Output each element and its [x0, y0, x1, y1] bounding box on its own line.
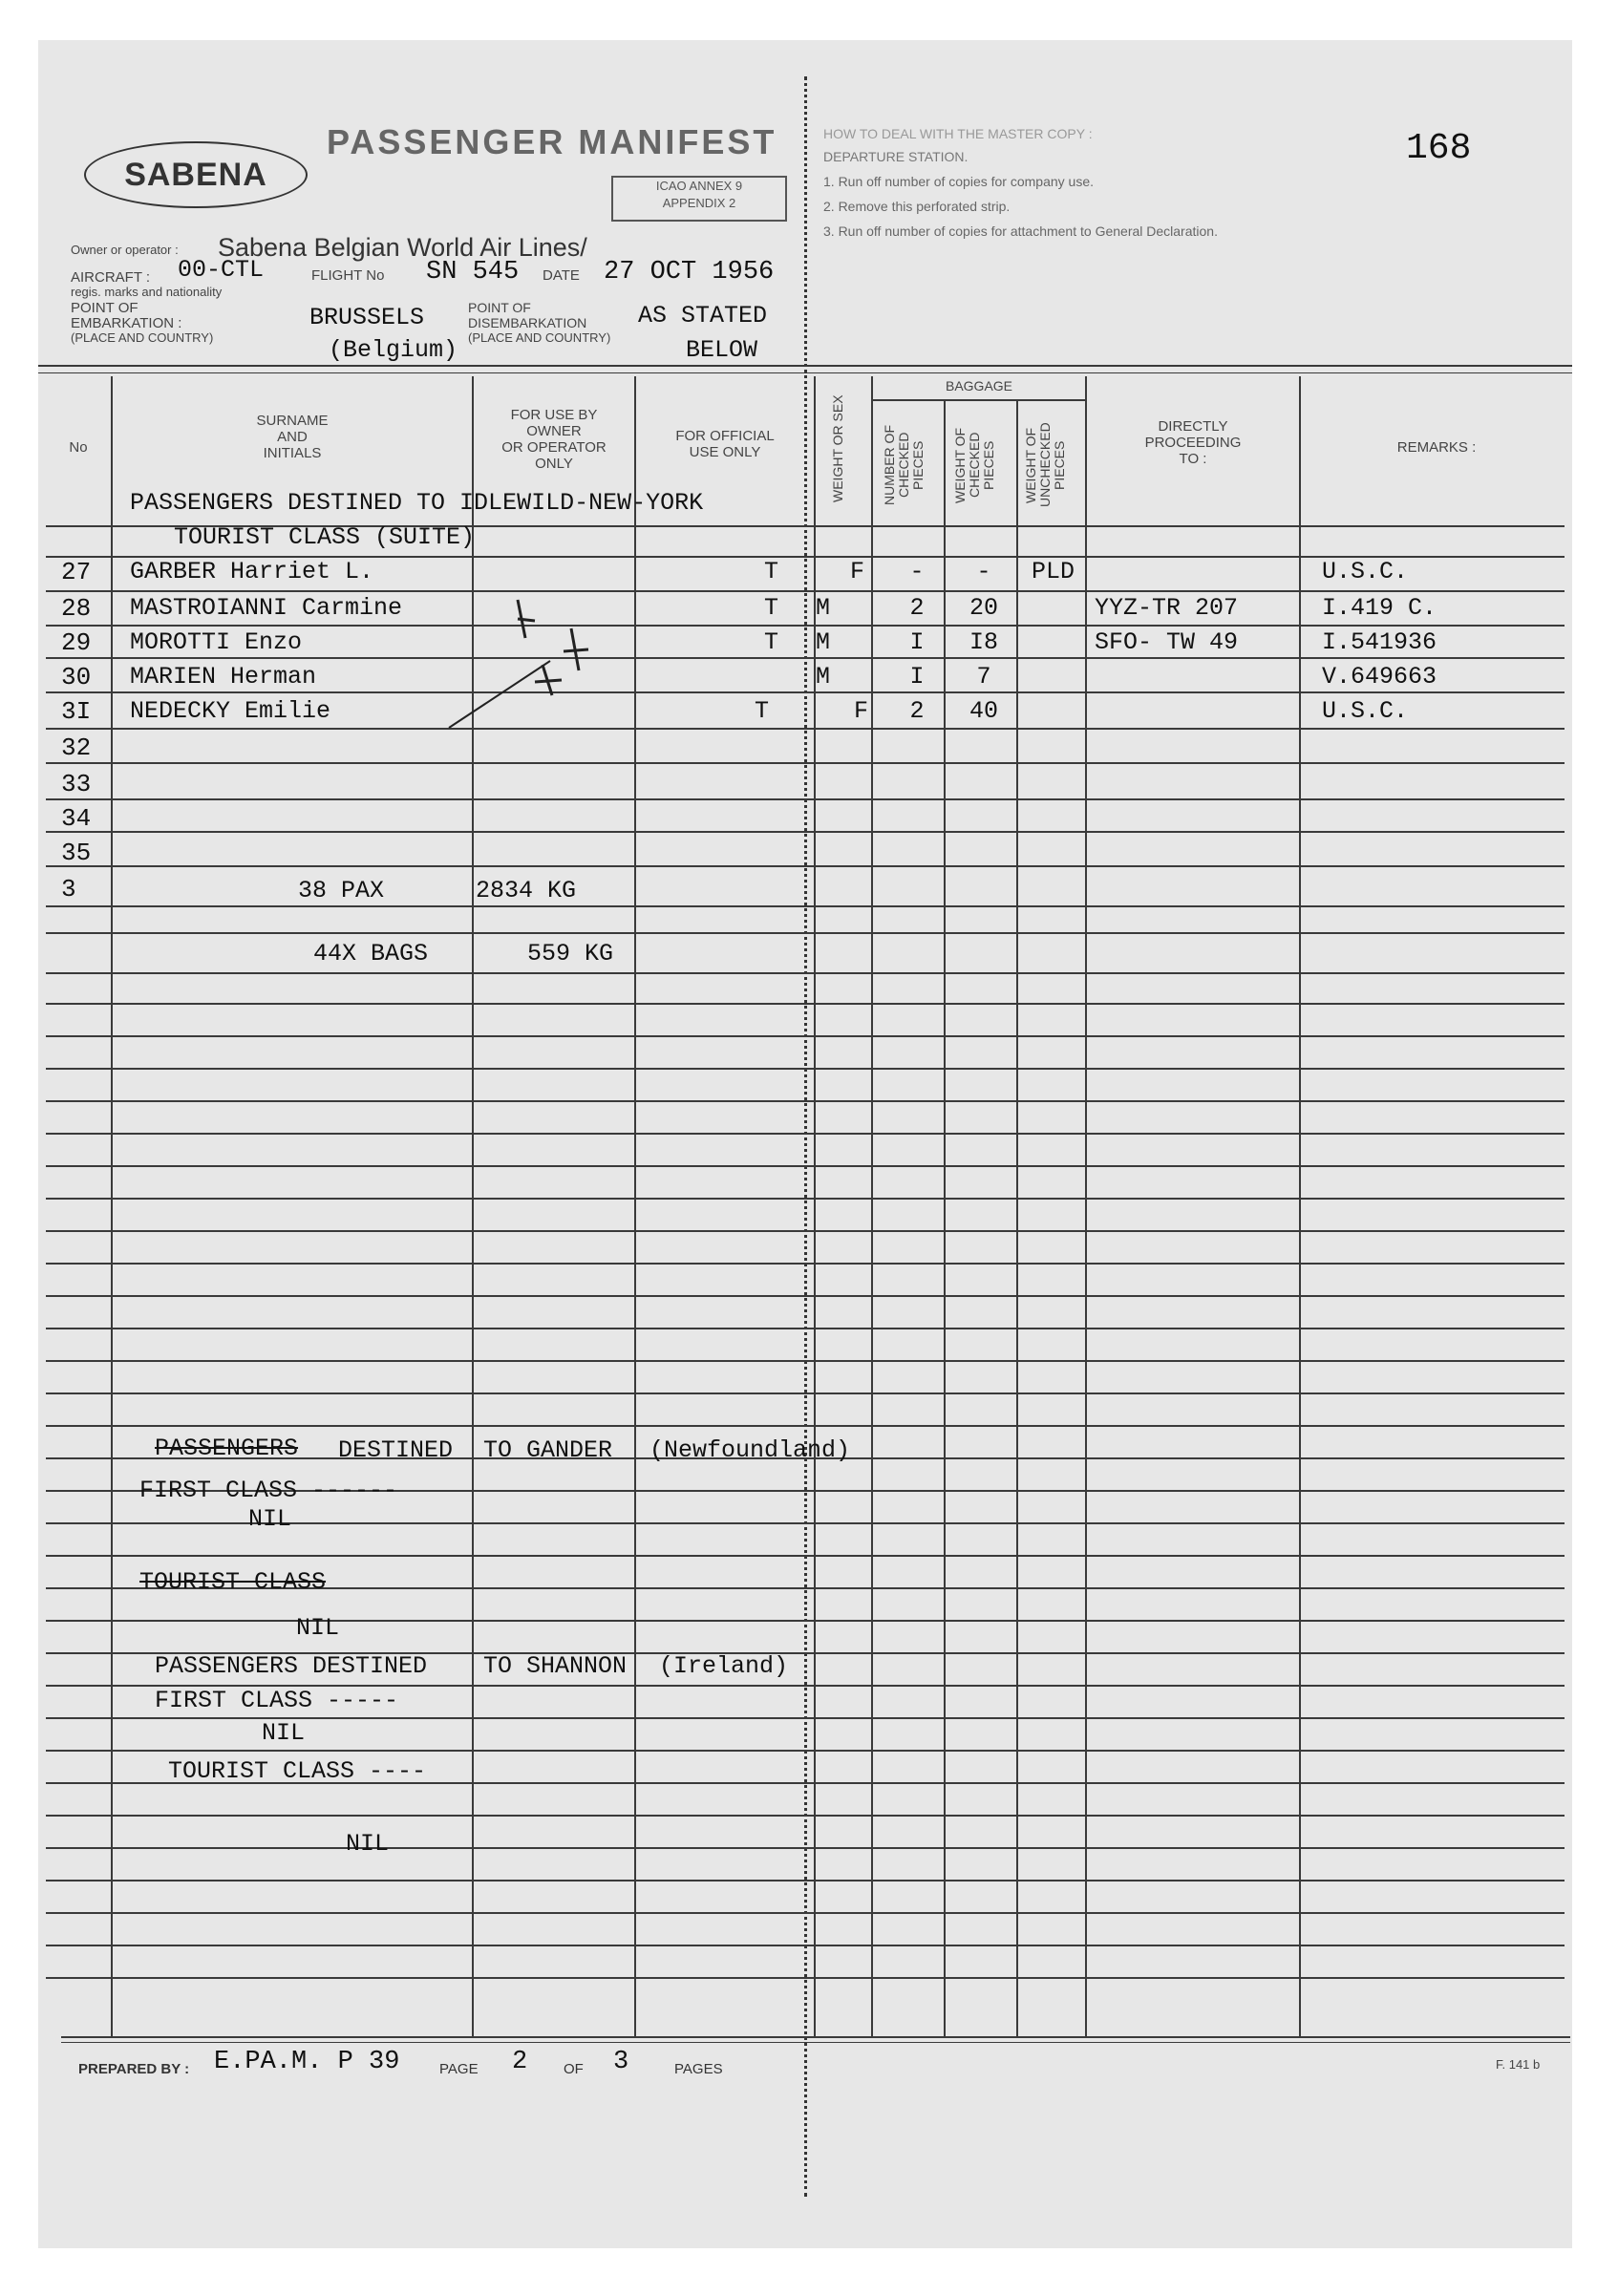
passenger-weight: 7 — [976, 663, 991, 691]
aircraft-label: AIRCRAFT : — [71, 269, 151, 286]
shannon-first-class: FIRST CLASS ----- — [155, 1687, 399, 1714]
row-line — [46, 1263, 1565, 1265]
row-line — [46, 1977, 1565, 1979]
prepared-by-value: E.PA.M. P 39 — [214, 2048, 400, 2076]
header-underline — [38, 365, 1572, 367]
directly-header-1: DIRECTLY — [1158, 418, 1228, 435]
owner-header-2: OWNER — [526, 423, 582, 439]
passenger-pieces: 2 — [909, 697, 925, 725]
sabena-logo: SABENA — [84, 141, 308, 208]
totals-bags-weight: 559 KG — [527, 940, 614, 967]
row-line — [46, 1620, 1565, 1622]
passenger-name: MARIEN Herman — [130, 663, 317, 691]
embark-label-2: EMBARKATION : — [71, 315, 182, 331]
icao-annex-box — [611, 176, 787, 222]
pages-label: PAGES — [674, 2061, 723, 2077]
passenger-cls: T — [764, 628, 779, 656]
shannon-heading-1: PASSENGERS DESTINED — [155, 1652, 428, 1680]
header-underline-2 — [38, 372, 1572, 373]
row-line — [46, 1425, 1565, 1427]
totals-row-number: 3 — [61, 875, 76, 904]
instruction-3: 3. Run off number of copies for attachment to General Declaration. — [823, 223, 1218, 239]
row-line — [46, 1230, 1565, 1232]
passenger-no: 30 — [61, 663, 92, 691]
row-line — [46, 1165, 1565, 1167]
col-header-remarks: REMARKS : — [1396, 439, 1477, 456]
passenger-sex: M — [816, 663, 831, 691]
row-line — [46, 728, 1565, 730]
passenger-remarks: U.S.C. — [1322, 697, 1409, 725]
instruction-1: 1. Run off number of copies for company use. — [823, 174, 1095, 189]
row-line — [46, 905, 1565, 907]
row-line — [46, 798, 1565, 800]
passenger-remarks: U.S.C. — [1322, 558, 1409, 585]
col-header-num-checked: NUMBER OF CHECKED PIECES — [882, 425, 926, 505]
page-value: 2 — [512, 2048, 528, 2076]
surname-header-3: INITIALS — [263, 445, 322, 461]
surname-header-2: AND — [277, 429, 308, 445]
prepared-by-label: PREPARED BY : — [78, 2061, 190, 2077]
embark-country: (Belgium) — [329, 336, 458, 364]
totals-pax: 38 PAX — [298, 877, 385, 904]
shannon-nil-1: NIL — [262, 1719, 306, 1747]
page-label: PAGE — [439, 2061, 479, 2077]
row-line — [46, 972, 1565, 974]
row-line — [46, 1945, 1565, 1946]
row-line — [46, 1392, 1565, 1394]
row-line — [46, 590, 1565, 592]
gander-heading-1: PASSENGERS — [155, 1435, 299, 1462]
passenger-no: 29 — [61, 628, 92, 657]
owner-header-4: ONLY — [535, 456, 573, 472]
passenger-unchecked: PLD — [1032, 558, 1075, 585]
passenger-pieces: 2 — [909, 594, 925, 622]
row-line — [46, 831, 1565, 833]
gander-heading-4: (Newfoundland) — [649, 1436, 851, 1464]
row-line — [46, 1555, 1565, 1557]
row-line — [46, 1328, 1565, 1329]
col-header-directly — [1087, 418, 1299, 467]
row-line — [46, 932, 1565, 934]
idlewild-subheading: TOURIST CLASS (SUITE) — [174, 523, 476, 551]
col-header-no: No — [69, 439, 88, 456]
passenger-weight: 40 — [969, 697, 998, 725]
row-line — [46, 1003, 1565, 1005]
col-header-weight-checked: WEIGHT OF CHECKED PIECES — [952, 427, 996, 503]
icao-line-2: APPENDIX 2 — [662, 196, 736, 210]
regis-label: regis. marks and nationality — [71, 285, 223, 299]
totals-pax-weight: 2834 KG — [476, 877, 577, 904]
totals-bags: 44X BAGS — [313, 940, 429, 967]
row-line — [46, 1295, 1565, 1297]
disembark-label-2: DISEMBARKATION — [468, 315, 587, 330]
passenger-pieces: I — [909, 628, 925, 656]
passenger-sex: M — [816, 628, 831, 656]
passenger-cls: T — [764, 558, 779, 585]
row-line — [46, 1100, 1565, 1102]
passenger-name: MASTROIANNI Carmine — [130, 594, 403, 622]
embark-label-3: (PLACE AND COUNTRY) — [71, 330, 214, 345]
col-header-surname — [113, 413, 472, 461]
baggage-header-line — [871, 399, 1087, 401]
form-code: F. 141 b — [1496, 2057, 1541, 2072]
embark-value: BRUSSELS — [309, 304, 425, 331]
col-header-baggage: BAGGAGE — [945, 378, 1013, 393]
passenger-name: NEDECKY Emilie — [130, 697, 331, 725]
row-line — [46, 1750, 1565, 1752]
date-value: 27 OCT 1956 — [604, 258, 775, 287]
flight-value: SN 545 — [426, 258, 520, 287]
footer-line-2 — [61, 2042, 1570, 2043]
row-line — [46, 865, 1565, 867]
passenger-pieces: - — [909, 558, 925, 585]
gander-heading-3: TO GANDER — [483, 1436, 613, 1464]
passenger-weight: 20 — [969, 594, 998, 622]
col-line-weight — [1016, 401, 1018, 2038]
passenger-remarks: V.649663 — [1322, 663, 1437, 691]
footer-line — [61, 2036, 1570, 2038]
disembark-value-2: BELOW — [686, 336, 758, 364]
empty-row-number: 34 — [61, 804, 92, 833]
instructions-station: DEPARTURE STATION. — [823, 149, 969, 164]
passenger-dest: YYZ-TR 207 — [1095, 594, 1239, 622]
embark-label-1: POINT OF — [71, 300, 138, 316]
gander-first-class: FIRST CLASS ------ — [139, 1477, 398, 1504]
gander-heading-2: DESTINED — [338, 1436, 454, 1464]
passenger-cls: T — [764, 594, 779, 622]
row-line — [46, 1360, 1565, 1362]
row-line — [46, 1880, 1565, 1881]
idlewild-heading: PASSENGERS DESTINED TO IDLEWILD-NEW-YORK — [130, 489, 704, 517]
empty-row-number: 33 — [61, 770, 92, 798]
gander-nil-2: NIL — [296, 1614, 340, 1642]
shannon-heading-2: TO SHANNON — [483, 1652, 628, 1680]
passenger-sex: M — [816, 594, 831, 622]
row-line — [46, 1815, 1565, 1817]
row-line — [46, 625, 1565, 627]
instructions-title: HOW TO DEAL WITH THE MASTER COPY : — [823, 126, 1093, 141]
owner-value: Sabena Belgian World Air Lines/ — [218, 233, 587, 262]
col-header-official — [636, 428, 814, 460]
date-label: DATE — [543, 267, 580, 284]
row-line — [46, 1198, 1565, 1200]
passenger-name: MOROTTI Enzo — [130, 628, 303, 656]
row-line — [46, 691, 1565, 693]
shannon-nil-2: NIL — [346, 1830, 390, 1858]
surname-header-1: SURNAME — [256, 413, 329, 429]
row-line — [46, 657, 1565, 659]
empty-row-number: 32 — [61, 733, 92, 762]
of-label: OF — [564, 2061, 584, 2077]
perforated-strip-line — [804, 76, 807, 2197]
empty-row-number: 35 — [61, 839, 92, 867]
passenger-weight: - — [976, 558, 991, 585]
passenger-name: GARBER Harriet L. — [130, 558, 374, 585]
row-line — [46, 1912, 1565, 1914]
owner-header-3: OR OPERATOR — [501, 439, 607, 456]
disembark-label-3: (PLACE AND COUNTRY) — [468, 330, 611, 345]
official-header-2: USE ONLY — [689, 444, 761, 460]
passenger-dest: SFO- TW 49 — [1095, 628, 1239, 656]
passenger-cls: T — [755, 697, 770, 725]
passenger-no: 3I — [61, 697, 92, 726]
passenger-no: 27 — [61, 558, 92, 586]
row-line — [46, 762, 1565, 764]
icao-line-1: ICAO ANNEX 9 — [655, 179, 743, 193]
shannon-heading-3: (Ireland) — [659, 1652, 789, 1680]
passenger-sex: F — [854, 697, 869, 725]
of-value: 3 — [613, 2048, 629, 2076]
passenger-no: 28 — [61, 594, 92, 623]
row-line — [46, 1133, 1565, 1135]
directly-header-2: PROCEEDING — [1144, 435, 1242, 451]
shannon-tourist-class: TOURIST CLASS ---- — [168, 1757, 427, 1785]
gander-nil-1: NIL — [248, 1505, 292, 1533]
passenger-weight: I8 — [969, 628, 998, 656]
handwritten-tick-marks — [430, 583, 621, 735]
passenger-sex: F — [850, 558, 865, 585]
disembark-label-1: POINT OF — [468, 300, 531, 315]
col-header-weight-unchecked: WEIGHT OF UNCHECKED PIECES — [1023, 422, 1067, 508]
row-line — [46, 1035, 1565, 1037]
row-line — [46, 1847, 1565, 1849]
aircraft-value: 00-CTL — [178, 256, 265, 284]
flight-label: FLIGHT No — [311, 267, 385, 284]
passenger-pieces: I — [909, 663, 925, 691]
owner-label: Owner or operator : — [71, 243, 179, 257]
disembark-value-1: AS STATED — [638, 302, 768, 330]
gander-tourist-class: TOURIST CLASS — [139, 1568, 327, 1596]
page-number: 168 — [1406, 128, 1472, 169]
col-header-weight-sex: WEIGHT OR SEX — [830, 394, 845, 503]
form-title: PASSENGER MANIFEST — [327, 122, 777, 161]
directly-header-3: TO : — [1179, 451, 1207, 467]
owner-header-1: FOR USE BY — [510, 407, 598, 423]
passenger-remarks: I.419 C. — [1322, 594, 1437, 622]
instruction-2: 2. Remove this perforated strip. — [823, 199, 1011, 214]
official-header-1: FOR OFFICIAL — [675, 428, 775, 444]
row-line — [46, 1068, 1565, 1070]
col-header-owner — [474, 407, 634, 472]
passenger-remarks: I.541936 — [1322, 628, 1437, 656]
